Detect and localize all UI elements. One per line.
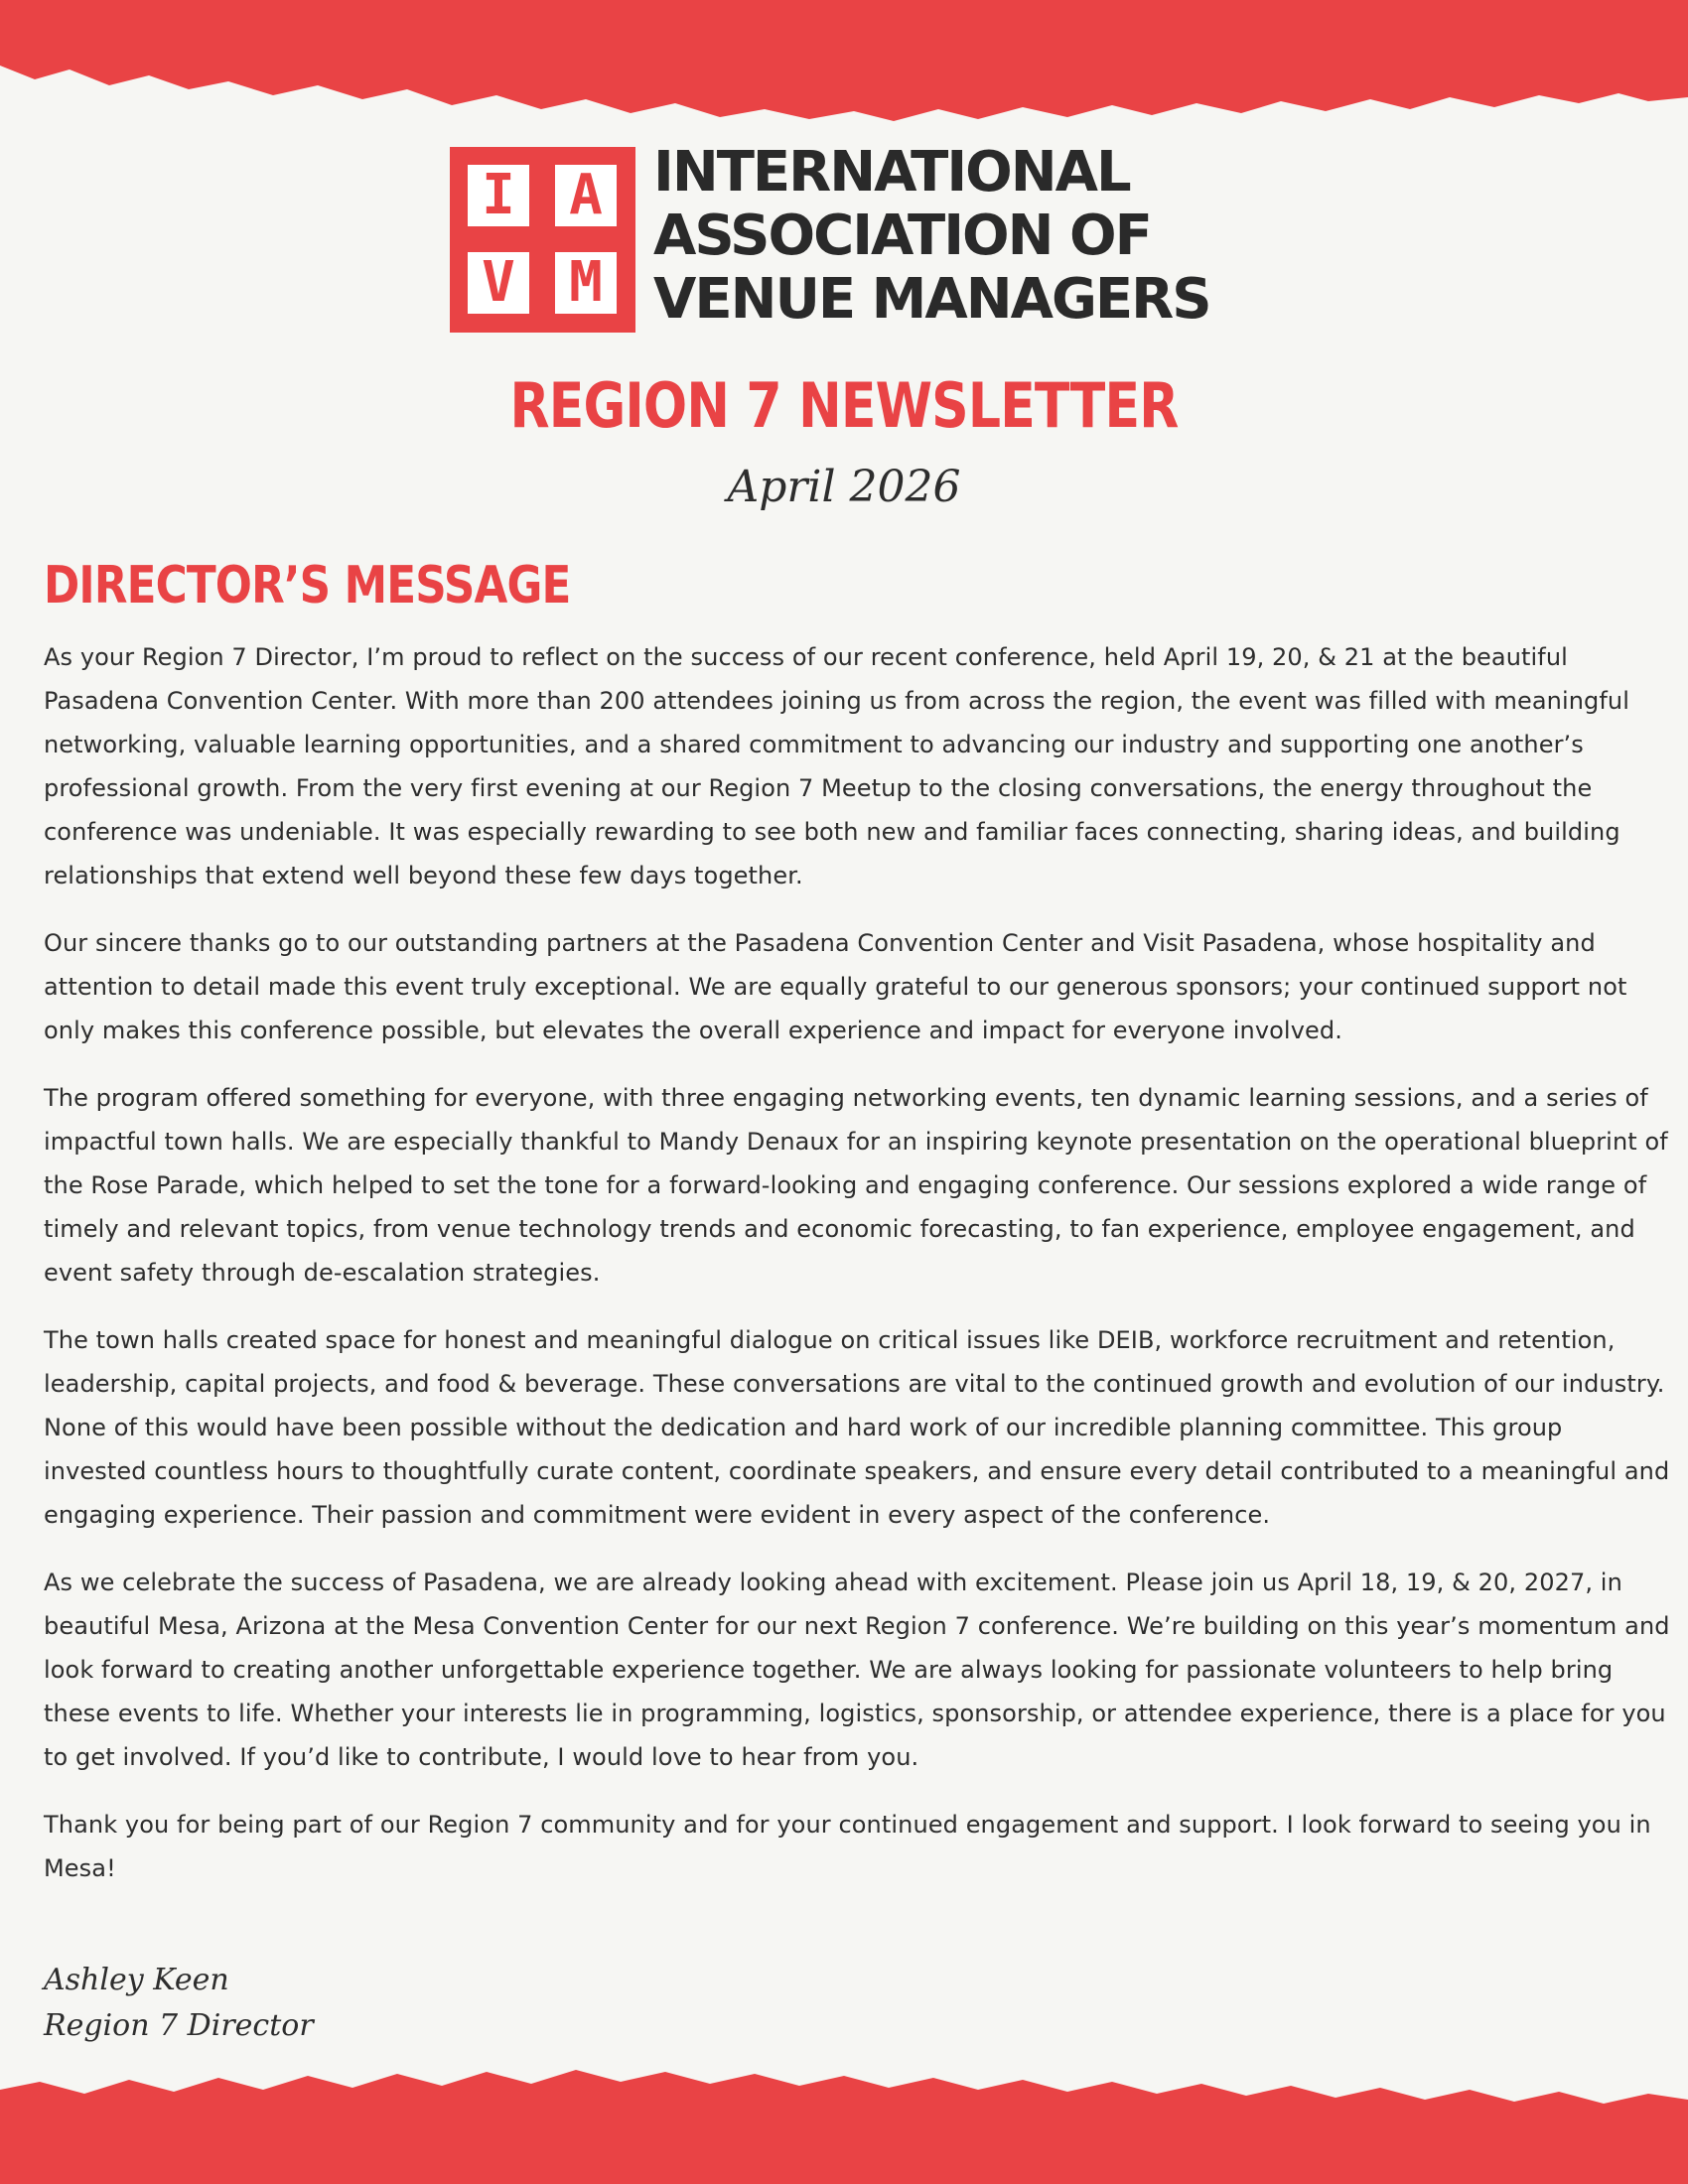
logo-letter-v: V [468, 252, 529, 314]
logo-mark [450, 147, 635, 333]
signature-block [44, 1958, 314, 2049]
body-paragraph: As we celebrate the success of Pasadena, we are already looking ahead with excitement. Please join us April 18, 19, & 20, 2027, in beautiful Mesa, Arizona at the Mesa Convention Center for our next Region 7 conference. We’re building on this year’s momentum and look forward to creating another unforgettable experience together. We are always looking for passionate volunteers to help bring these events to life. Whether your interests lie in programming, logistics, sponsorship, or attendee experience, there is a place for you to get involved. If you’d like to contribute, I would love to hear from you. [44, 1569, 1670, 1771]
section-heading: DIRECTOR’S MESSAGE [44, 556, 571, 615]
body-paragraph: Thank you for being part of our Region 7 community and for your continued engagement and support. I look forward to seeing you in Mesa! [44, 1811, 1651, 1882]
logo-wordmark-line: INTERNATIONAL [653, 140, 1130, 205]
logo-letter-i: I [468, 165, 529, 226]
logo-letter-m: M [555, 252, 617, 314]
signature-title: Region 7 Director [44, 2008, 314, 2043]
issue-date: April 2026 [727, 462, 961, 512]
iavm-logo [450, 140, 1264, 333]
body-paragraph: Our sincere thanks go to our outstanding partners at the Pasadena Convention Center and Visit Pasadena, whose hospitality and attention to detail made this event truly exceptional. We are equally grateful to our generous sponsors; your continued support not only makes this conference possible, but elevates the overall experience and impact for everyone involved. [44, 929, 1627, 1044]
top-torn-banner [0, 0, 1688, 129]
signature-name: Ashley Keen [44, 1963, 229, 1997]
body-paragraph: The program offered something for everyone, with three engaging networking events, ten dynamic learning sessions, and a series of impactful town halls. We are especially thankful to Mandy Denaux for an inspiring keynote presentation on the operational blueprint of the Rose Parade, which helped to set the tone for a forward-looking and engaging conference. Our sessions explored a wide range of timely and relevant topics, from venue technology trends and economic forecasting, to fan experience, employee engagement, and event safety through de-escalation strategies. [44, 1084, 1668, 1287]
newsletter-title: REGION 7 NEWSLETTER [509, 369, 1179, 442]
bottom-torn-banner [0, 2060, 1688, 2184]
body-paragraph: The town halls created space for honest and meaningful dialogue on critical issues like DEIB, workforce recruitment and retention, leadership, capital projects, and food & beverage. These conversations are vital to the continued growth and evolution of our industry. None of this would have been possible without the dedication and hard work of our incredible planning committee. This group invested countless hours to thoughtfully curate content, coordinate speakers, and ensure every detail contributed to a meaningful and engaging experience. Their passion and commitment were evident in every aspect of the conference. [44, 1326, 1670, 1529]
logo-letter-a: A [555, 165, 617, 226]
logo-wordmark-line: ASSOCIATION OF [653, 204, 1151, 268]
logo-wordmark [653, 141, 1269, 332]
logo-wordmark-line: VENUE MANAGERS [653, 267, 1210, 332]
directors-message-body [44, 635, 1672, 1914]
body-paragraph: As your Region 7 Director, I’m proud to reflect on the success of our recent conference, held April 19, 20, & 21 at the beautiful Pasadena Convention Center. With more than 200 attendees joining us from across the region, the event was filled with meaningful networking, valuable learning opportunities, and a shared commitment to advancing our industry and supporting one another’s professional growth. From the very first evening at our Region 7 Meetup to the closing conversations, the energy throughout the conference was undeniable. It was especially rewarding to see both new and familiar faces connecting, sharing ideas, and building relationships that extend well beyond these few days together. [44, 643, 1629, 889]
